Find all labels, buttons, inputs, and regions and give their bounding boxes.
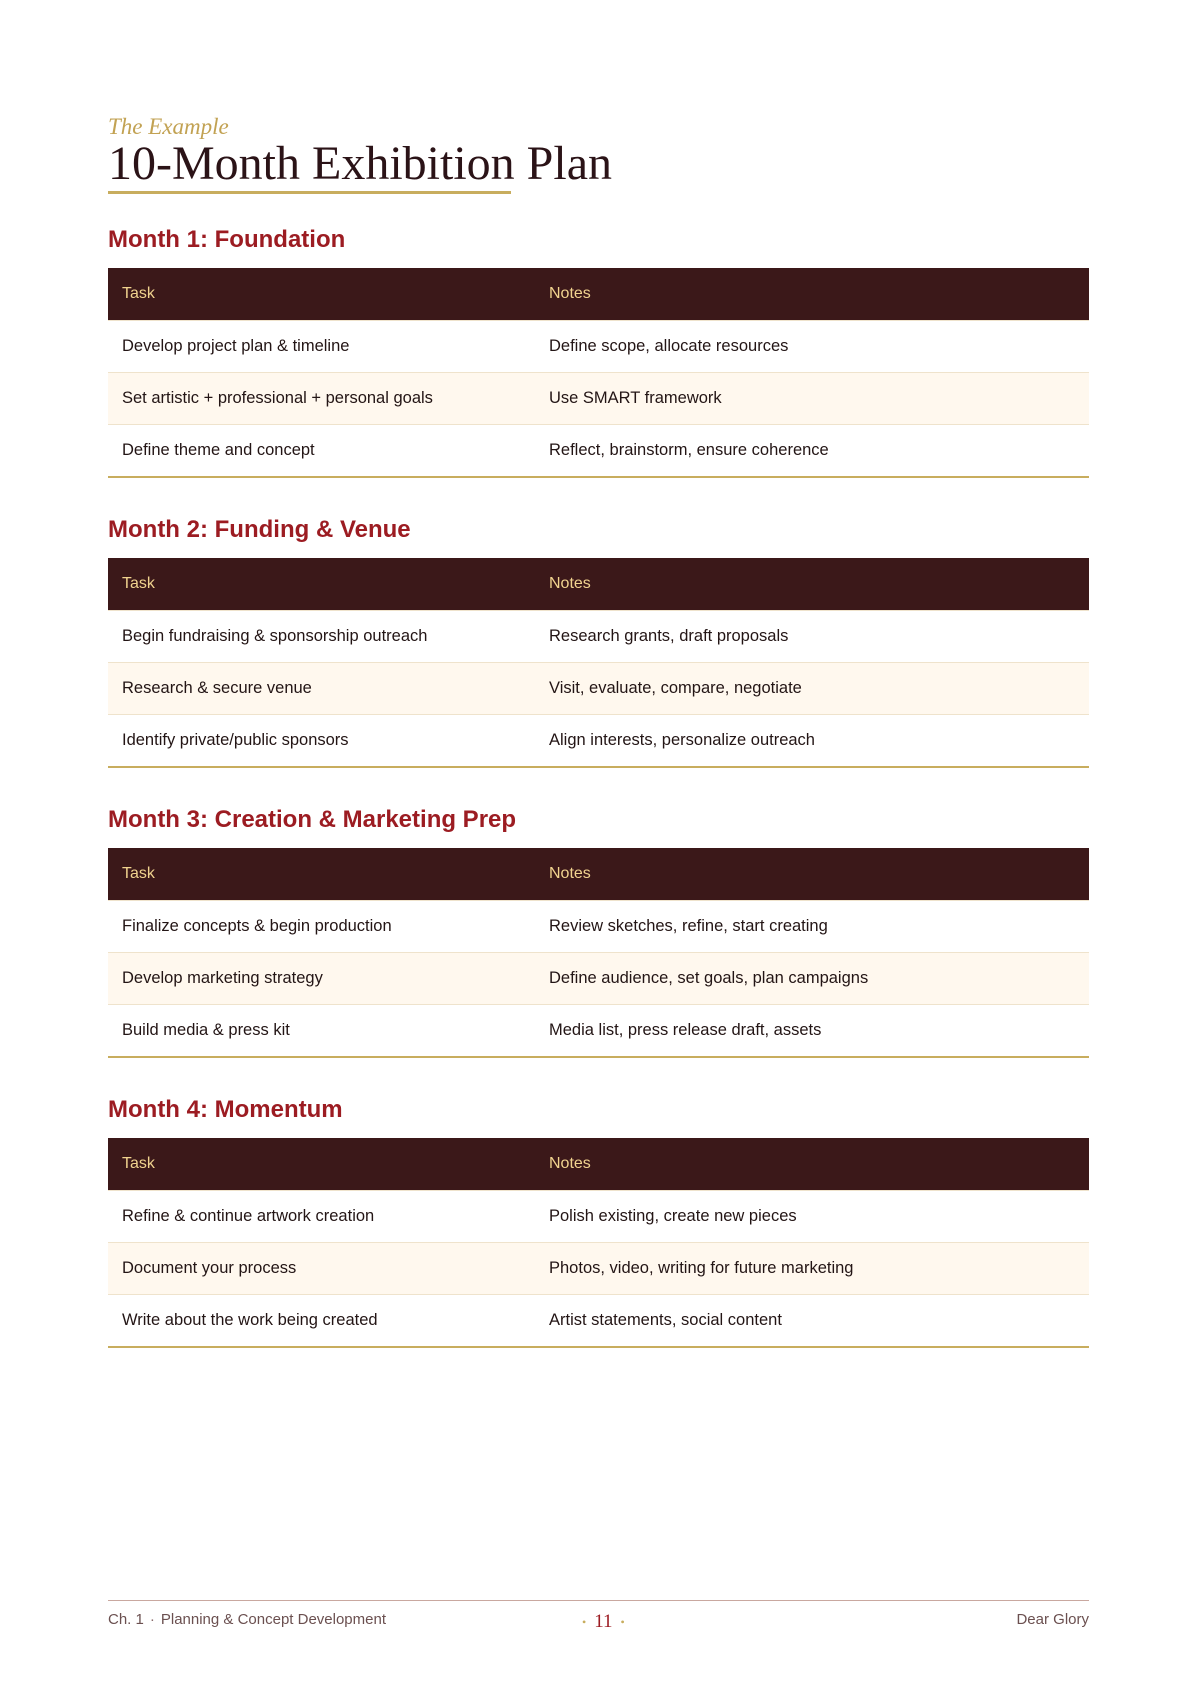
- notes-cell: Define audience, set goals, plan campaigns: [549, 969, 869, 987]
- task-cell: Build media & press kit: [122, 1021, 290, 1039]
- section-month-1: [108, 222, 1089, 478]
- chapter-number: Ch. 1: [108, 1611, 144, 1628]
- page-eyebrow: The Example: [108, 114, 229, 139]
- task-cell: Research & secure venue: [122, 679, 312, 697]
- page-title: 10-Month Exhibition Plan: [108, 137, 612, 190]
- ornament-dot-right: •: [620, 1615, 625, 1630]
- column-header-notes: Notes: [549, 865, 591, 882]
- notes-cell: Reflect, brainstorm, ensure coherence: [549, 441, 829, 459]
- table-header: [108, 1138, 1089, 1190]
- notes-cell: Photos, video, writing for future marketing: [549, 1259, 854, 1277]
- task-cell: Finalize concepts & begin production: [122, 917, 392, 935]
- table-row: [108, 320, 1089, 372]
- column-header-notes: Notes: [549, 1155, 591, 1172]
- task-cell: Develop project plan & timeline: [122, 337, 350, 355]
- task-cell: Define theme and concept: [122, 441, 315, 459]
- notes-cell: Define scope, allocate resources: [549, 337, 789, 355]
- notes-cell: Visit, evaluate, compare, negotiate: [549, 679, 802, 697]
- column-header-notes: Notes: [549, 575, 591, 592]
- section-month-3: [108, 802, 1089, 1058]
- table-row: [108, 714, 1089, 766]
- table-row: [108, 952, 1089, 1004]
- page-footer: [108, 1600, 1089, 1641]
- table-row: [108, 662, 1089, 714]
- section-heading: Month 4: Momentum: [108, 1096, 343, 1123]
- table-header: [108, 848, 1089, 900]
- table-row: [108, 372, 1089, 424]
- task-table: [108, 848, 1089, 1058]
- task-cell: Develop marketing strategy: [122, 969, 323, 987]
- notes-cell: Align interests, personalize outreach: [549, 731, 815, 749]
- table-header: [108, 558, 1089, 610]
- table-header: [108, 268, 1089, 320]
- table-row: [108, 424, 1089, 476]
- footer-author: Dear Glory: [1016, 1611, 1089, 1628]
- task-cell: Set artistic + professional + personal goals: [122, 389, 433, 407]
- task-cell: Document your process: [122, 1259, 297, 1277]
- table-row: [108, 900, 1089, 952]
- document-page: [108, 0, 1089, 1684]
- notes-cell: Media list, press release draft, assets: [549, 1021, 822, 1039]
- column-header-task: Task: [122, 865, 155, 882]
- task-cell: Identify private/public sponsors: [122, 731, 349, 749]
- page-number-block: [574, 1611, 633, 1633]
- notes-cell: Research grants, draft proposals: [549, 627, 789, 645]
- footer-chapter: [108, 1611, 386, 1628]
- chapter-title: Planning & Concept Development: [160, 1611, 386, 1628]
- table-row: [108, 1190, 1089, 1242]
- separator-dot: ·: [149, 1611, 155, 1628]
- section-month-4: [108, 1092, 1089, 1348]
- task-table: [108, 268, 1089, 478]
- column-header-notes: Notes: [549, 285, 591, 302]
- table-row: [108, 1242, 1089, 1294]
- notes-cell: Use SMART framework: [549, 389, 722, 407]
- footer-divider: [108, 1600, 1089, 1601]
- table-row: [108, 1294, 1089, 1346]
- table-row: [108, 1004, 1089, 1056]
- section-heading: Month 2: Funding & Venue: [108, 516, 411, 543]
- section-heading: Month 3: Creation & Marketing Prep: [108, 806, 517, 833]
- title-underline: [108, 191, 511, 194]
- task-table: [108, 1138, 1089, 1348]
- task-cell: Begin fundraising & sponsorship outreach: [122, 627, 428, 645]
- task-table: [108, 558, 1089, 768]
- page-number: 11: [594, 1611, 613, 1632]
- task-cell: Refine & continue artwork creation: [122, 1207, 375, 1225]
- column-header-task: Task: [122, 285, 155, 302]
- notes-cell: Polish existing, create new pieces: [549, 1207, 797, 1225]
- column-header-task: Task: [122, 1155, 155, 1172]
- notes-cell: Artist statements, social content: [549, 1311, 782, 1329]
- task-cell: Write about the work being created: [122, 1311, 378, 1329]
- footer-row: [108, 1611, 1089, 1641]
- table-row: [108, 610, 1089, 662]
- notes-cell: Review sketches, refine, start creating: [549, 917, 828, 935]
- section-heading: Month 1: Foundation: [108, 226, 346, 253]
- ornament-dot-left: •: [582, 1615, 587, 1630]
- column-header-task: Task: [122, 575, 155, 592]
- section-month-2: [108, 512, 1089, 768]
